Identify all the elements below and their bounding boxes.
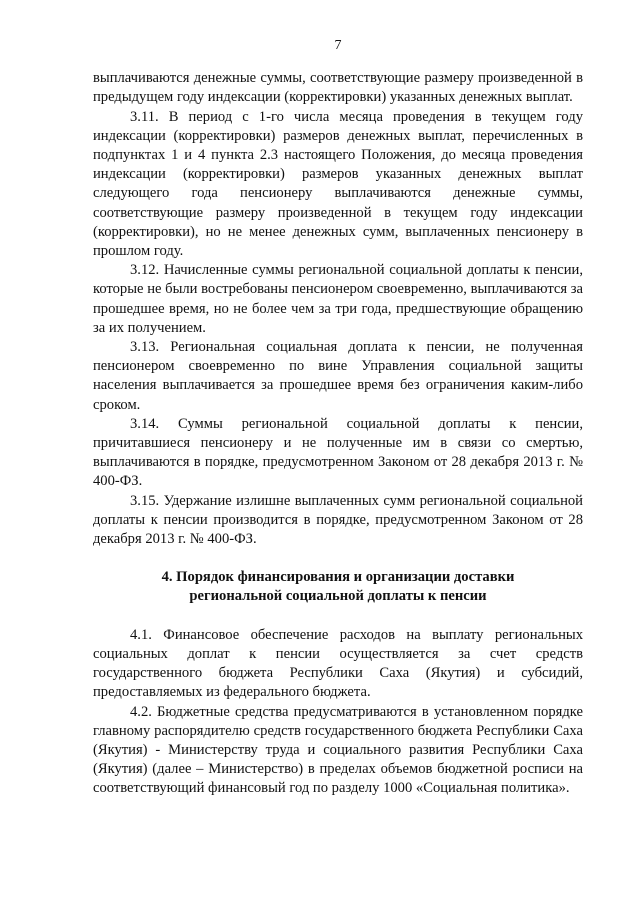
section-heading-line-1: 4. Порядок финансирования и организации доставки: [161, 569, 515, 586]
paragraph-4-2: 4.2. Бюджетные средства предусматриваются в установленном порядке главному распорядителю средств государственного бюджета Республики Саха (Якутия) - Министерству труда и социального развития Республики Саха (Якутия) (далее – Министерство) в пределах объемов бюджетной росписи на соответствующий финансовый год по разделу 1000 «Социальная политика».: [93, 703, 583, 797]
paragraph-3-11: 3.11. В период с 1-го числа месяца проведения в текущем году индексации (корректировки) размеров денежных выплат, перечисленных в подпунктах 1 и 4 пункта 2.3 настоящего Положения, до месяца проведения индексации (корректировки) размеров указанных денежных выплат следующего года пенсионеру выплачиваются денежные суммы, соответствующие размеру произведенной в текущем году индексации (корректировки), но не менее денежных сумм, выплаченных пенсионеру в прошлом году.: [93, 108, 583, 260]
spacer: [93, 549, 583, 568]
section-heading-line-2: региональной социальной доплаты к пенсии: [189, 588, 487, 605]
paragraph-3-13: 3.13. Региональная социальная доплата к пенсии, не полученная пенсионером своевременно по вине Управления социальной защиты населения выплачивается за прошедшее время без ограничения каким-либо сроком.: [93, 339, 583, 413]
paragraph-3-15: 3.15. Удержание излишне выплаченных сумм региональной социальной доплаты к пенсии производится в порядке, предусмотренном Законом от 28 декабря 2013 г. № 400-ФЗ.: [93, 492, 583, 548]
paragraph-3-12: 3.12. Начисленные суммы региональной социальной доплаты к пенсии, которые не были востребованы пенсионером своевременно, выплачиваются за прошедшее время, но не более чем за три года, предшествующие обращению за их получением.: [93, 262, 583, 336]
paragraph-4-1: 4.1. Финансовое обеспечение расходов на выплату региональных социальных доплат к пенсии осуществляется за счет средств государственного бюджета Республики Саха (Якутия) и субсидий, предоставляемых из федерального бюджета.: [93, 626, 583, 701]
paragraph-continuation: выплачиваются денежные суммы, соответствующие размеру произведенной в предыдущем году индексации (корректировки) указанных денежных выплат.: [93, 70, 583, 106]
spacer: [93, 607, 583, 626]
page-number: 7: [334, 38, 342, 53]
paragraph-3-14: 3.14. Суммы региональной социальной доплаты к пенсии, причитавшиеся пенсионеру и не полученные им в связи со смертью, выплачиваются в порядке, предусмотренном Законом от 28 декабря 2013 г. № 400-ФЗ.: [93, 415, 583, 490]
